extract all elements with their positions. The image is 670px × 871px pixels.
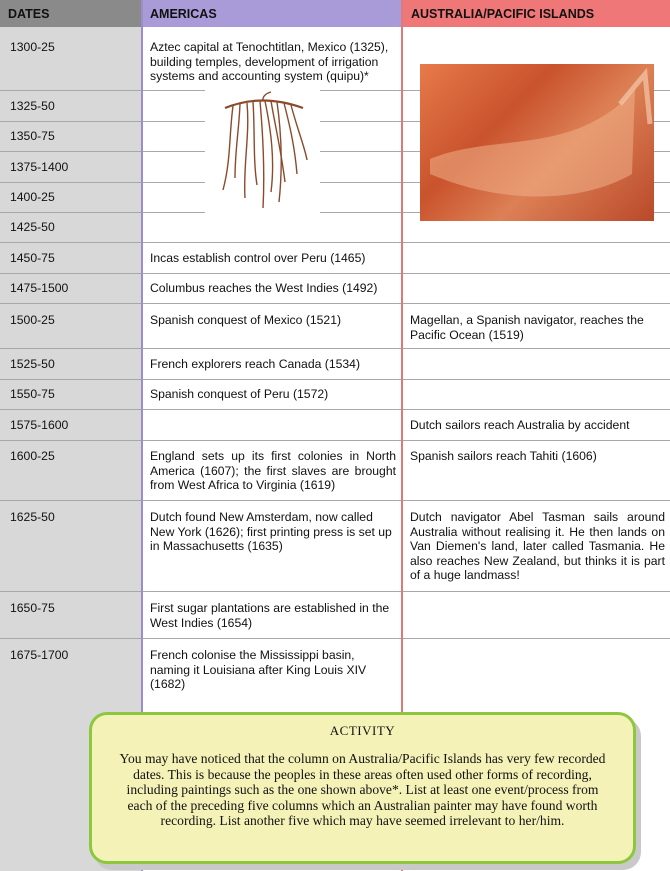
- row-divider: [0, 242, 670, 243]
- date-cell: 1400-25: [10, 190, 55, 204]
- americas-cell: French colonise the Mississippi basin, naming it Louisiana after King Louis XIV (1682): [150, 648, 367, 692]
- row-divider: [0, 303, 670, 304]
- australia-cell: Dutch sailors reach Australia by accident: [410, 418, 630, 432]
- activity-title: ACTIVITY: [329, 723, 396, 738]
- row-divider: [0, 379, 670, 380]
- date-cell: 1525-50: [10, 357, 55, 371]
- americas-cell: Aztec capital at Tenochtitlan, Mexico (1325), building temples, development of irrigation systems and accounting system (quipu)*: [150, 40, 389, 84]
- row-divider: [0, 409, 670, 410]
- header-americas: AMERICAS: [142, 0, 401, 27]
- date-cell: 1600-25: [10, 449, 55, 463]
- date-cell: 1300-25: [10, 40, 55, 54]
- australia-cell: Magellan, a Spanish navigator, reaches the Pacific Ocean (1519): [410, 313, 644, 342]
- row-divider: [0, 591, 670, 592]
- rock-painting-image: [420, 64, 654, 221]
- australia-cell: Spanish sailors reach Tahiti (1606): [410, 449, 597, 463]
- australia-cell: Dutch navigator Abel Tasman sails around Australia without realising it. He then lands on Van Diemen's land, later called Tasmania. He also reaches New Zealand, but thinks it is part of a huge landmass!: [410, 510, 665, 583]
- quipu-illustration: [205, 90, 320, 215]
- activity-box: [89, 712, 636, 864]
- americas-cell: Incas establish control over Peru (1465): [150, 251, 366, 265]
- date-cell: 1475-1500: [10, 281, 69, 295]
- americas-cell: Columbus reaches the West Indies (1492): [150, 281, 378, 295]
- date-cell: 1625-50: [10, 510, 55, 524]
- date-cell: 1650-75: [10, 601, 55, 615]
- date-cell: 1500-25: [10, 313, 55, 327]
- americas-cell: Dutch found New Amsterdam, now called New York (1626); first printing press is set up in Massachusetts (1635): [150, 510, 392, 554]
- row-divider: [0, 500, 670, 501]
- header-australia: AUSTRALIA/PACIFIC ISLANDS: [403, 0, 670, 27]
- date-cell: 1425-50: [10, 220, 55, 234]
- row-divider: [0, 348, 670, 349]
- americas-cell: Spanish conquest of Peru (1572): [150, 387, 329, 401]
- row-divider: [0, 638, 670, 639]
- americas-cell: England sets up its first colonies in North America (1607); the first slaves are brought from West Africa to Virginia (1619): [150, 449, 396, 493]
- date-cell: 1550-75: [10, 387, 55, 401]
- americas-cell: Spanish conquest of Mexico (1521): [150, 313, 342, 327]
- row-divider: [0, 440, 670, 441]
- americas-cell: First sugar plantations are established in the West Indies (1654): [150, 601, 390, 630]
- date-cell: 1675-1700: [10, 648, 69, 662]
- date-cell: 1450-75: [10, 251, 55, 265]
- americas-cell: French explorers reach Canada (1534): [150, 357, 361, 371]
- date-cell: 1575-1600: [10, 418, 69, 432]
- date-cell: 1325-50: [10, 99, 55, 113]
- date-cell: 1375-1400: [10, 160, 69, 174]
- header-dates: DATES: [0, 0, 142, 27]
- date-cell: 1350-75: [10, 129, 55, 143]
- fish-painting-icon: [420, 64, 654, 221]
- activity-body: You may have noticed that the column on Australia/Pacific Islands has very few recorded dates. This is because the peoples in these areas often used other forms of recording, including paintings such as the one shown above*. List at least one event/process from each of the preceding five columns which an Australian painter may have found worth recording. List another five which may have seemed irrelevant to her/him.: [119, 751, 606, 828]
- row-divider: [0, 273, 670, 274]
